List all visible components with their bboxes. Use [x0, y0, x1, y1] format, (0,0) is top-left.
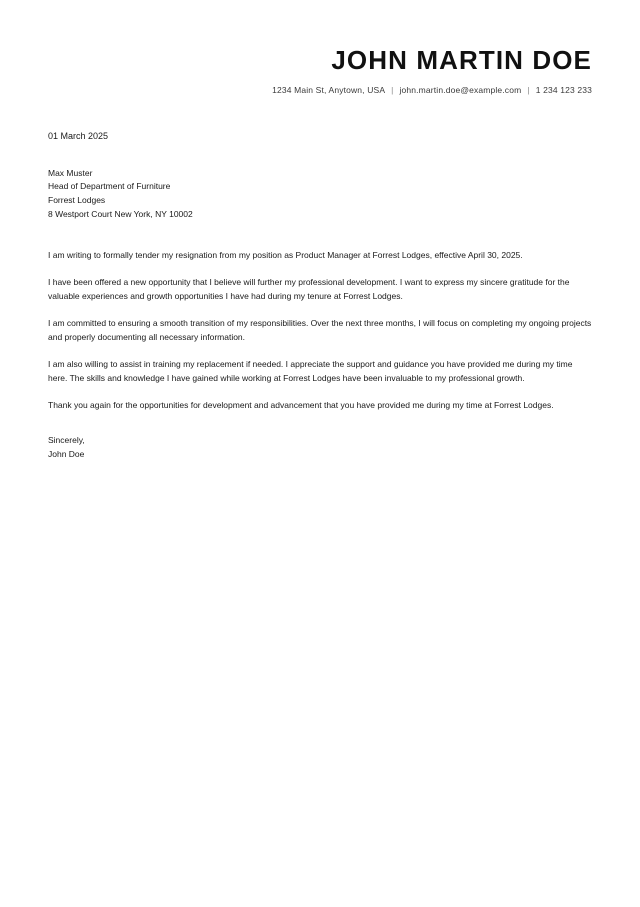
signature-name: John Doe: [48, 448, 85, 459]
closing-text: Sincerely,: [48, 434, 85, 445]
contact-separator-2: |: [527, 84, 530, 95]
sender-address: 1234 Main St, Anytown, USA: [272, 84, 386, 95]
sender-name: JOHN MARTIN DOE: [331, 45, 592, 75]
body-paragraph: Thank you again for the opportunities for development and advancement that you have provided me during my time at Forrest Lodges.: [48, 399, 554, 410]
sender-email[interactable]: john.martin.doe@example.com: [399, 84, 522, 95]
letter-body: [48, 248, 592, 412]
recipient-block: [48, 167, 592, 222]
recipient-company: Forrest Lodges: [48, 195, 106, 206]
body-paragraph: I have been offered a new opportunity that I believe will further my professional development. I want to express my sincere gratitude for the valuable experiences and growth opportunities I have had during my tenure at Forrest Lodges.: [48, 276, 570, 301]
sender-contact-line: [48, 85, 592, 95]
body-paragraph: I am also willing to assist in training my replacement if needed. I appreciate the support and guidance you have provided me during my time here. The skills and knowledge I have gained while working at Forrest Lodges have been invaluable to my professional growth.: [48, 358, 573, 383]
sender-phone[interactable]: 1 234 123 233: [535, 84, 592, 95]
letter-header: [48, 0, 592, 95]
body-paragraph: I am writing to formally tender my resignation from my position as Product Manager at Forrest Lodges, effective April 30, 2025.: [48, 249, 523, 260]
recipient-name: Max Muster: [48, 167, 93, 178]
letter-signoff: [48, 434, 592, 462]
recipient-address: 8 Westport Court New York, NY 10002: [48, 208, 193, 219]
body-paragraph: I am committed to ensuring a smooth transition of my responsibilities. Over the next three months, I will focus on completing my ongoing projects and properly documenting all necessary information.: [48, 317, 592, 342]
contact-separator-1: |: [391, 84, 394, 95]
recipient-role: Head of Department of Furniture: [48, 181, 171, 192]
letter-date: 01 March 2025: [48, 130, 109, 141]
